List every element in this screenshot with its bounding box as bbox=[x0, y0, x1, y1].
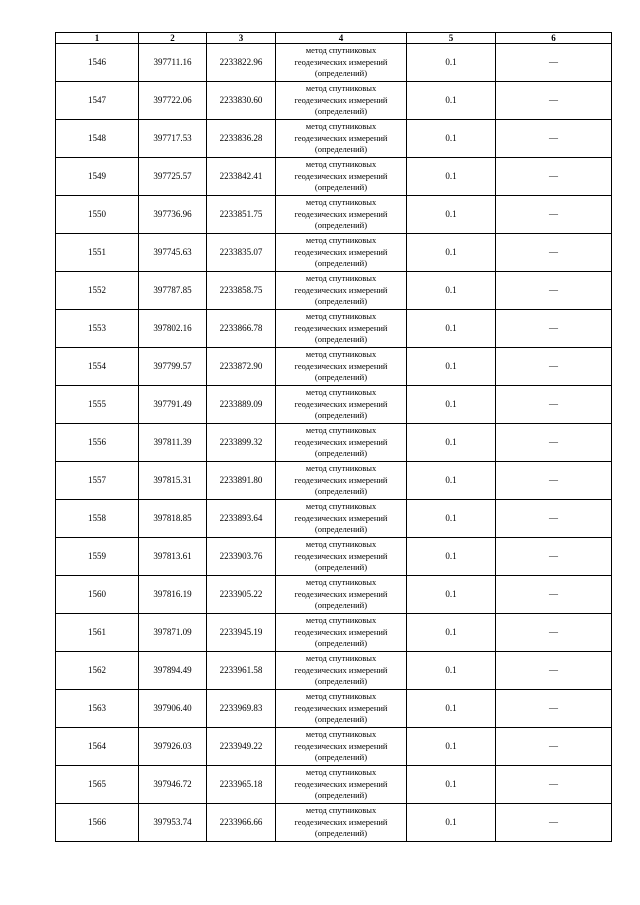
note-dash: — bbox=[549, 551, 558, 561]
table-row bbox=[56, 310, 612, 348]
point-number-cell: 1553 bbox=[56, 310, 139, 348]
y-coordinate-cell: 2233872.90 bbox=[207, 348, 276, 386]
method-line: метод спутниковых bbox=[305, 767, 377, 778]
method-line: метод спутниковых bbox=[305, 159, 377, 170]
table-row bbox=[56, 538, 612, 576]
method-cell bbox=[276, 310, 407, 348]
note-dash: — bbox=[549, 741, 558, 751]
method-cell bbox=[276, 348, 407, 386]
method-line: (определений) bbox=[314, 486, 368, 497]
method-line: геодезических измерений bbox=[294, 94, 388, 105]
method-line: геодезических измерений bbox=[294, 664, 388, 675]
method-line: метод спутниковых bbox=[305, 311, 377, 322]
note-cell bbox=[496, 804, 612, 842]
method-line: метод спутниковых bbox=[305, 577, 377, 588]
method-line: (определений) bbox=[314, 676, 368, 687]
accuracy-cell: 0.1 bbox=[407, 234, 496, 272]
note-dash: — bbox=[549, 323, 558, 333]
table-row bbox=[56, 500, 612, 538]
accuracy-cell: 0.1 bbox=[407, 728, 496, 766]
header-col-1: 1 bbox=[56, 33, 139, 44]
method-cell bbox=[276, 766, 407, 804]
method-cell bbox=[276, 196, 407, 234]
method-line: геодезических измерений bbox=[294, 550, 388, 561]
method-cell bbox=[276, 272, 407, 310]
method-cell bbox=[276, 158, 407, 196]
table-row bbox=[56, 576, 612, 614]
note-cell bbox=[496, 652, 612, 690]
x-coordinate-cell: 397717.53 bbox=[139, 120, 207, 158]
y-coordinate-cell: 2233889.09 bbox=[207, 386, 276, 424]
x-coordinate-cell: 397725.57 bbox=[139, 158, 207, 196]
note-cell bbox=[496, 538, 612, 576]
point-number-cell: 1557 bbox=[56, 462, 139, 500]
point-number-cell: 1560 bbox=[56, 576, 139, 614]
method-cell bbox=[276, 120, 407, 158]
note-cell bbox=[496, 158, 612, 196]
method-line: (определений) bbox=[314, 296, 368, 307]
method-line: (определений) bbox=[314, 144, 368, 155]
method-line: метод спутниковых bbox=[305, 501, 377, 512]
table-row bbox=[56, 728, 612, 766]
note-dash: — bbox=[549, 209, 558, 219]
accuracy-cell: 0.1 bbox=[407, 348, 496, 386]
note-cell bbox=[496, 386, 612, 424]
method-line: метод спутниковых bbox=[305, 83, 377, 94]
note-cell bbox=[496, 728, 612, 766]
y-coordinate-cell: 2233966.66 bbox=[207, 804, 276, 842]
method-line: (определений) bbox=[314, 638, 368, 649]
method-line: геодезических измерений bbox=[294, 626, 388, 637]
method-line: (определений) bbox=[314, 182, 368, 193]
point-number-cell: 1562 bbox=[56, 652, 139, 690]
method-line: (определений) bbox=[314, 68, 368, 79]
note-cell bbox=[496, 234, 612, 272]
table-row bbox=[56, 272, 612, 310]
method-line: метод спутниковых bbox=[305, 45, 377, 56]
method-line: (определений) bbox=[314, 752, 368, 763]
method-line: (определений) bbox=[314, 828, 368, 839]
y-coordinate-cell: 2233899.32 bbox=[207, 424, 276, 462]
method-line: геодезических измерений bbox=[294, 436, 388, 447]
table-body bbox=[56, 44, 612, 842]
method-line: (определений) bbox=[314, 258, 368, 269]
x-coordinate-cell: 397953.74 bbox=[139, 804, 207, 842]
method-line: геодезических измерений bbox=[294, 322, 388, 333]
point-number-cell: 1563 bbox=[56, 690, 139, 728]
method-line: метод спутниковых bbox=[305, 387, 377, 398]
method-cell bbox=[276, 44, 407, 82]
x-coordinate-cell: 397811.39 bbox=[139, 424, 207, 462]
header-col-4: 4 bbox=[276, 33, 407, 44]
note-dash: — bbox=[549, 703, 558, 713]
method-cell bbox=[276, 614, 407, 652]
accuracy-cell: 0.1 bbox=[407, 82, 496, 120]
accuracy-cell: 0.1 bbox=[407, 158, 496, 196]
method-line: геодезических измерений bbox=[294, 702, 388, 713]
method-line: геодезических измерений bbox=[294, 588, 388, 599]
method-cell bbox=[276, 500, 407, 538]
x-coordinate-cell: 397926.03 bbox=[139, 728, 207, 766]
y-coordinate-cell: 2233851.75 bbox=[207, 196, 276, 234]
note-dash: — bbox=[549, 513, 558, 523]
method-cell bbox=[276, 690, 407, 728]
y-coordinate-cell: 2233961.58 bbox=[207, 652, 276, 690]
method-line: метод спутниковых bbox=[305, 425, 377, 436]
method-line: геодезических измерений bbox=[294, 816, 388, 827]
method-line: (определений) bbox=[314, 372, 368, 383]
table-row bbox=[56, 386, 612, 424]
table-row bbox=[56, 158, 612, 196]
note-dash: — bbox=[549, 589, 558, 599]
point-number-cell: 1551 bbox=[56, 234, 139, 272]
note-cell bbox=[496, 690, 612, 728]
x-coordinate-cell: 397906.40 bbox=[139, 690, 207, 728]
x-coordinate-cell: 397791.49 bbox=[139, 386, 207, 424]
header-col-3: 3 bbox=[207, 33, 276, 44]
note-dash: — bbox=[549, 779, 558, 789]
table-row bbox=[56, 766, 612, 804]
note-cell bbox=[496, 500, 612, 538]
method-line: (определений) bbox=[314, 334, 368, 345]
accuracy-cell: 0.1 bbox=[407, 576, 496, 614]
table-row bbox=[56, 44, 612, 82]
x-coordinate-cell: 397787.85 bbox=[139, 272, 207, 310]
point-number-cell: 1556 bbox=[56, 424, 139, 462]
accuracy-cell: 0.1 bbox=[407, 652, 496, 690]
method-cell bbox=[276, 386, 407, 424]
accuracy-cell: 0.1 bbox=[407, 462, 496, 500]
point-number-cell: 1555 bbox=[56, 386, 139, 424]
note-cell bbox=[496, 196, 612, 234]
note-cell bbox=[496, 82, 612, 120]
x-coordinate-cell: 397722.06 bbox=[139, 82, 207, 120]
method-line: геодезических измерений bbox=[294, 512, 388, 523]
accuracy-cell: 0.1 bbox=[407, 690, 496, 728]
method-line: геодезических измерений bbox=[294, 284, 388, 295]
accuracy-cell: 0.1 bbox=[407, 804, 496, 842]
table-row bbox=[56, 82, 612, 120]
note-cell bbox=[496, 766, 612, 804]
point-number-cell: 1547 bbox=[56, 82, 139, 120]
point-number-cell: 1566 bbox=[56, 804, 139, 842]
table-row bbox=[56, 424, 612, 462]
y-coordinate-cell: 2233965.18 bbox=[207, 766, 276, 804]
y-coordinate-cell: 2233945.19 bbox=[207, 614, 276, 652]
method-line: метод спутниковых bbox=[305, 729, 377, 740]
method-line: геодезических измерений bbox=[294, 208, 388, 219]
x-coordinate-cell: 397736.96 bbox=[139, 196, 207, 234]
table-row bbox=[56, 348, 612, 386]
note-dash: — bbox=[549, 285, 558, 295]
y-coordinate-cell: 2233836.28 bbox=[207, 120, 276, 158]
y-coordinate-cell: 2233842.41 bbox=[207, 158, 276, 196]
method-line: геодезических измерений bbox=[294, 170, 388, 181]
y-coordinate-cell: 2233903.76 bbox=[207, 538, 276, 576]
point-number-cell: 1552 bbox=[56, 272, 139, 310]
x-coordinate-cell: 397946.72 bbox=[139, 766, 207, 804]
method-cell bbox=[276, 82, 407, 120]
point-number-cell: 1546 bbox=[56, 44, 139, 82]
header-row bbox=[56, 33, 612, 44]
note-cell bbox=[496, 348, 612, 386]
note-dash: — bbox=[549, 665, 558, 675]
note-dash: — bbox=[549, 57, 558, 67]
header-col-5: 5 bbox=[407, 33, 496, 44]
note-dash: — bbox=[549, 627, 558, 637]
x-coordinate-cell: 397813.61 bbox=[139, 538, 207, 576]
y-coordinate-cell: 2233891.80 bbox=[207, 462, 276, 500]
table-row bbox=[56, 196, 612, 234]
note-dash: — bbox=[549, 171, 558, 181]
method-cell bbox=[276, 462, 407, 500]
y-coordinate-cell: 2233949.22 bbox=[207, 728, 276, 766]
x-coordinate-cell: 397745.63 bbox=[139, 234, 207, 272]
method-cell bbox=[276, 576, 407, 614]
accuracy-cell: 0.1 bbox=[407, 196, 496, 234]
method-line: (определений) bbox=[314, 714, 368, 725]
method-line: метод спутниковых bbox=[305, 615, 377, 626]
method-line: геодезических измерений bbox=[294, 246, 388, 257]
method-line: метод спутниковых bbox=[305, 235, 377, 246]
y-coordinate-cell: 2233905.22 bbox=[207, 576, 276, 614]
point-number-cell: 1565 bbox=[56, 766, 139, 804]
x-coordinate-cell: 397816.19 bbox=[139, 576, 207, 614]
note-cell bbox=[496, 272, 612, 310]
note-dash: — bbox=[549, 247, 558, 257]
point-number-cell: 1554 bbox=[56, 348, 139, 386]
note-cell bbox=[496, 462, 612, 500]
method-line: метод спутниковых bbox=[305, 273, 377, 284]
table-row bbox=[56, 614, 612, 652]
point-number-cell: 1558 bbox=[56, 500, 139, 538]
y-coordinate-cell: 2233822.96 bbox=[207, 44, 276, 82]
header-col-2: 2 bbox=[139, 33, 207, 44]
method-cell bbox=[276, 804, 407, 842]
x-coordinate-cell: 397871.09 bbox=[139, 614, 207, 652]
method-line: метод спутниковых bbox=[305, 653, 377, 664]
note-cell bbox=[496, 44, 612, 82]
header-col-6: 6 bbox=[496, 33, 612, 44]
method-line: геодезических измерений bbox=[294, 360, 388, 371]
note-dash: — bbox=[549, 437, 558, 447]
coordinates-table bbox=[55, 32, 612, 842]
method-line: (определений) bbox=[314, 410, 368, 421]
table-header bbox=[56, 33, 612, 44]
note-cell bbox=[496, 310, 612, 348]
accuracy-cell: 0.1 bbox=[407, 614, 496, 652]
method-line: геодезических измерений bbox=[294, 778, 388, 789]
accuracy-cell: 0.1 bbox=[407, 500, 496, 538]
method-line: (определений) bbox=[314, 448, 368, 459]
point-number-cell: 1564 bbox=[56, 728, 139, 766]
method-line: метод спутниковых bbox=[305, 349, 377, 360]
table-row bbox=[56, 690, 612, 728]
point-number-cell: 1550 bbox=[56, 196, 139, 234]
method-line: метод спутниковых bbox=[305, 691, 377, 702]
method-line: (определений) bbox=[314, 790, 368, 801]
method-cell bbox=[276, 234, 407, 272]
point-number-cell: 1561 bbox=[56, 614, 139, 652]
note-cell bbox=[496, 614, 612, 652]
method-line: (определений) bbox=[314, 106, 368, 117]
note-dash: — bbox=[549, 817, 558, 827]
y-coordinate-cell: 2233858.75 bbox=[207, 272, 276, 310]
note-dash: — bbox=[549, 399, 558, 409]
method-line: геодезических измерений bbox=[294, 474, 388, 485]
method-line: метод спутниковых bbox=[305, 197, 377, 208]
method-line: (определений) bbox=[314, 220, 368, 231]
point-number-cell: 1559 bbox=[56, 538, 139, 576]
method-cell bbox=[276, 424, 407, 462]
table-row bbox=[56, 462, 612, 500]
note-dash: — bbox=[549, 475, 558, 485]
note-cell bbox=[496, 424, 612, 462]
method-cell bbox=[276, 652, 407, 690]
x-coordinate-cell: 397711.16 bbox=[139, 44, 207, 82]
note-dash: — bbox=[549, 361, 558, 371]
note-cell bbox=[496, 576, 612, 614]
x-coordinate-cell: 397894.49 bbox=[139, 652, 207, 690]
method-line: геодезических измерений bbox=[294, 740, 388, 751]
note-dash: — bbox=[549, 95, 558, 105]
table-row bbox=[56, 120, 612, 158]
method-cell bbox=[276, 538, 407, 576]
note-dash: — bbox=[549, 133, 558, 143]
accuracy-cell: 0.1 bbox=[407, 424, 496, 462]
x-coordinate-cell: 397802.16 bbox=[139, 310, 207, 348]
x-coordinate-cell: 397818.85 bbox=[139, 500, 207, 538]
method-line: геодезических измерений bbox=[294, 398, 388, 409]
x-coordinate-cell: 397799.57 bbox=[139, 348, 207, 386]
y-coordinate-cell: 2233830.60 bbox=[207, 82, 276, 120]
y-coordinate-cell: 2233835.07 bbox=[207, 234, 276, 272]
method-line: геодезических измерений bbox=[294, 132, 388, 143]
note-cell bbox=[496, 120, 612, 158]
method-line: (определений) bbox=[314, 600, 368, 611]
accuracy-cell: 0.1 bbox=[407, 44, 496, 82]
accuracy-cell: 0.1 bbox=[407, 386, 496, 424]
y-coordinate-cell: 2233893.64 bbox=[207, 500, 276, 538]
method-line: (определений) bbox=[314, 562, 368, 573]
point-number-cell: 1549 bbox=[56, 158, 139, 196]
y-coordinate-cell: 2233866.78 bbox=[207, 310, 276, 348]
method-line: метод спутниковых bbox=[305, 805, 377, 816]
table-row bbox=[56, 652, 612, 690]
point-number-cell: 1548 bbox=[56, 120, 139, 158]
method-line: (определений) bbox=[314, 524, 368, 535]
method-line: метод спутниковых bbox=[305, 539, 377, 550]
y-coordinate-cell: 2233969.83 bbox=[207, 690, 276, 728]
accuracy-cell: 0.1 bbox=[407, 272, 496, 310]
accuracy-cell: 0.1 bbox=[407, 766, 496, 804]
method-line: метод спутниковых bbox=[305, 463, 377, 474]
x-coordinate-cell: 397815.31 bbox=[139, 462, 207, 500]
accuracy-cell: 0.1 bbox=[407, 538, 496, 576]
table-row bbox=[56, 804, 612, 842]
method-line: метод спутниковых bbox=[305, 121, 377, 132]
method-line: геодезических измерений bbox=[294, 56, 388, 67]
accuracy-cell: 0.1 bbox=[407, 310, 496, 348]
table-row bbox=[56, 234, 612, 272]
accuracy-cell: 0.1 bbox=[407, 120, 496, 158]
method-cell bbox=[276, 728, 407, 766]
